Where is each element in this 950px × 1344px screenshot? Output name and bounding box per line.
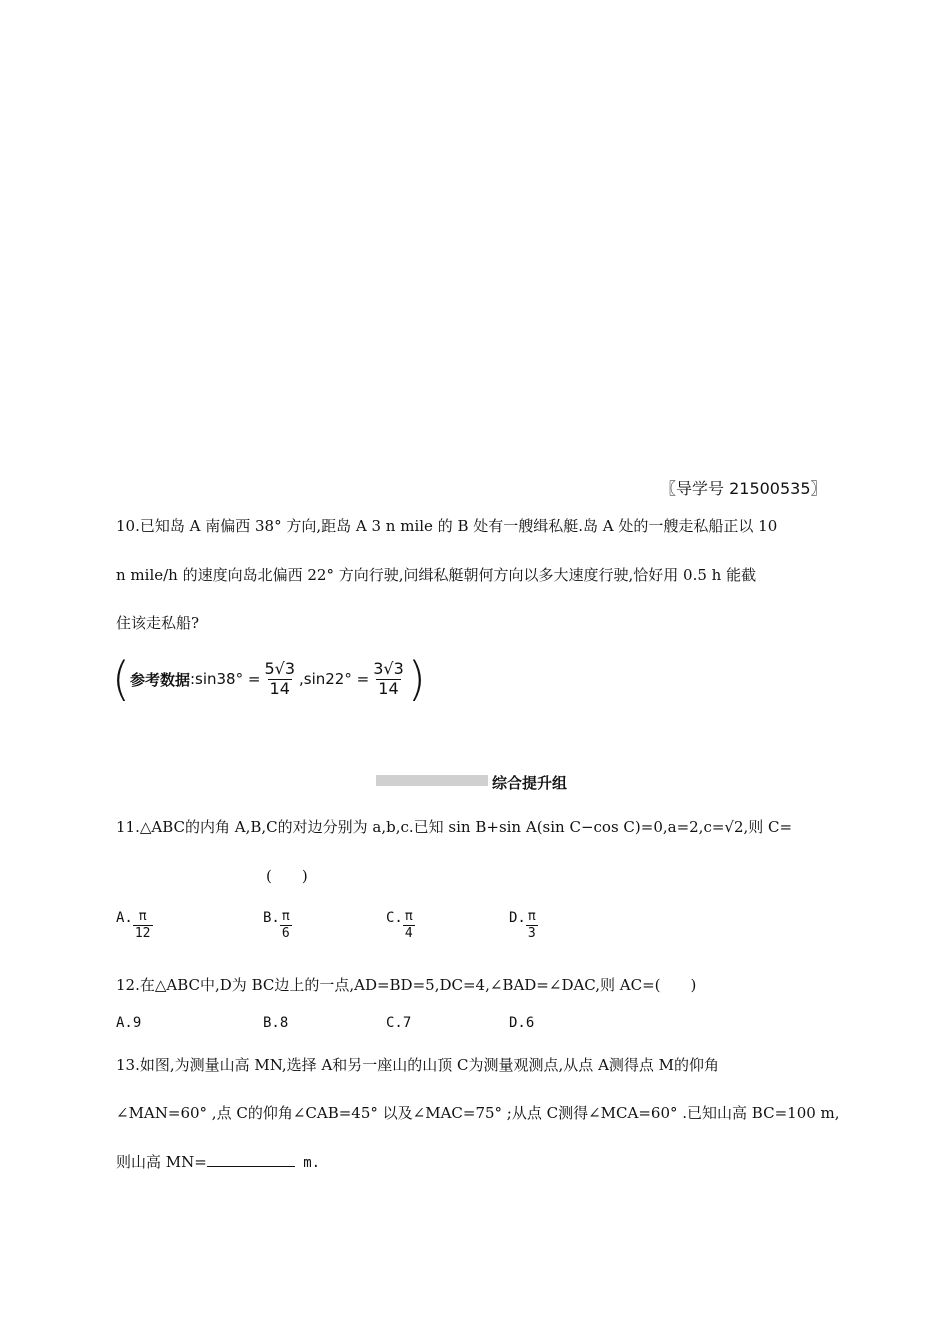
- q13-line-3: [116, 1151, 320, 1172]
- option-c-label: C.: [386, 910, 403, 926]
- option-c-num: π: [404, 909, 413, 924]
- answer-blank[interactable]: [207, 1152, 295, 1167]
- option-a-num: π: [138, 909, 147, 924]
- q12-option-c: C.7: [386, 1015, 412, 1031]
- option-a-label: A.: [116, 910, 133, 926]
- option-a-den: 12: [134, 925, 151, 941]
- right-paren: ): [407, 652, 426, 706]
- section-title: 综合提升组: [492, 774, 568, 792]
- q12-option-d: D.6: [509, 1015, 535, 1031]
- left-paren: (: [112, 652, 130, 706]
- option-d-num: π: [527, 909, 536, 924]
- q11-option-c: [386, 910, 415, 940]
- q12-option-a: A.9: [116, 1015, 142, 1031]
- sin22-label: ,sin22° =: [299, 670, 370, 688]
- q10-reference-data: [112, 652, 426, 706]
- q12-stem: 12.在△ABC中,D为 BC边上的一点,AD=BD=5,DC=4,∠BAD=∠DAC,则 AC=( ): [116, 976, 697, 994]
- q13-line-2: ∠MAN=60° ,点 C的仰角∠CAB=45° 以及∠MAC=75° ;从点 C测得∠MCA=60° .已知山高 BC=100 m,: [116, 1104, 840, 1122]
- reference-label: 参考数据: [129, 670, 190, 689]
- option-b-den: 6: [281, 925, 290, 941]
- option-c-fraction: [403, 910, 415, 940]
- q10-line-1: 10.已知岛 A 南偏西 38° 方向,距岛 A 3 n mile 的 B 处有一艘缉私艇.岛 A 处的一艘走私船正以 10: [116, 517, 778, 535]
- sin22-numerator: 3√3: [373, 658, 404, 678]
- q11-stem: 11.△ABC的内角 A,B,C的对边分别为 a,b,c.已知 sin B+sin A(sin C−cos C)=0,a=2,c=√2,则 C=: [116, 818, 793, 836]
- option-a-fraction: [133, 910, 153, 940]
- option-b-label: B.: [263, 910, 280, 926]
- option-c-den: 4: [404, 925, 413, 941]
- q10-line-3: 住该走私船?: [116, 614, 200, 632]
- sin22-denominator: 14: [378, 678, 399, 698]
- q13-line-1: 13.如图,为测量山高 MN,选择 A和另一座山的山顶 C为测量观测点,从点 A测得点 M的仰角: [116, 1056, 720, 1074]
- sin22-fraction: [371, 658, 406, 698]
- option-b-num: π: [281, 909, 290, 924]
- reference-number: 〖导学号 21500535〗: [660, 479, 827, 498]
- section-title-bar: [376, 775, 488, 786]
- option-d-fraction: [526, 910, 538, 940]
- sin38-numerator: 5√3: [264, 658, 295, 678]
- option-b-fraction: [280, 910, 292, 940]
- option-d-label: D.: [509, 910, 526, 926]
- q13-line-3-unit: m.: [294, 1155, 321, 1171]
- q11-option-b: [263, 910, 292, 940]
- q11-answer-paren: ( ): [266, 867, 308, 885]
- q12-option-b: B.8: [263, 1015, 289, 1031]
- q11-option-a: [116, 910, 153, 940]
- sin38-label: :sin38° =: [189, 670, 261, 688]
- option-d-den: 3: [527, 925, 536, 941]
- sin38-denominator: 14: [269, 678, 290, 698]
- q11-option-d: [509, 910, 538, 940]
- sin38-fraction: [262, 658, 297, 698]
- q10-line-2: n mile/h 的速度向岛北偏西 22° 方向行驶,问缉私艇朝何方向以多大速度行驶,恰好用 0.5 h 能截: [116, 566, 757, 584]
- q13-line-3-start: 则山高 MN=: [116, 1153, 207, 1171]
